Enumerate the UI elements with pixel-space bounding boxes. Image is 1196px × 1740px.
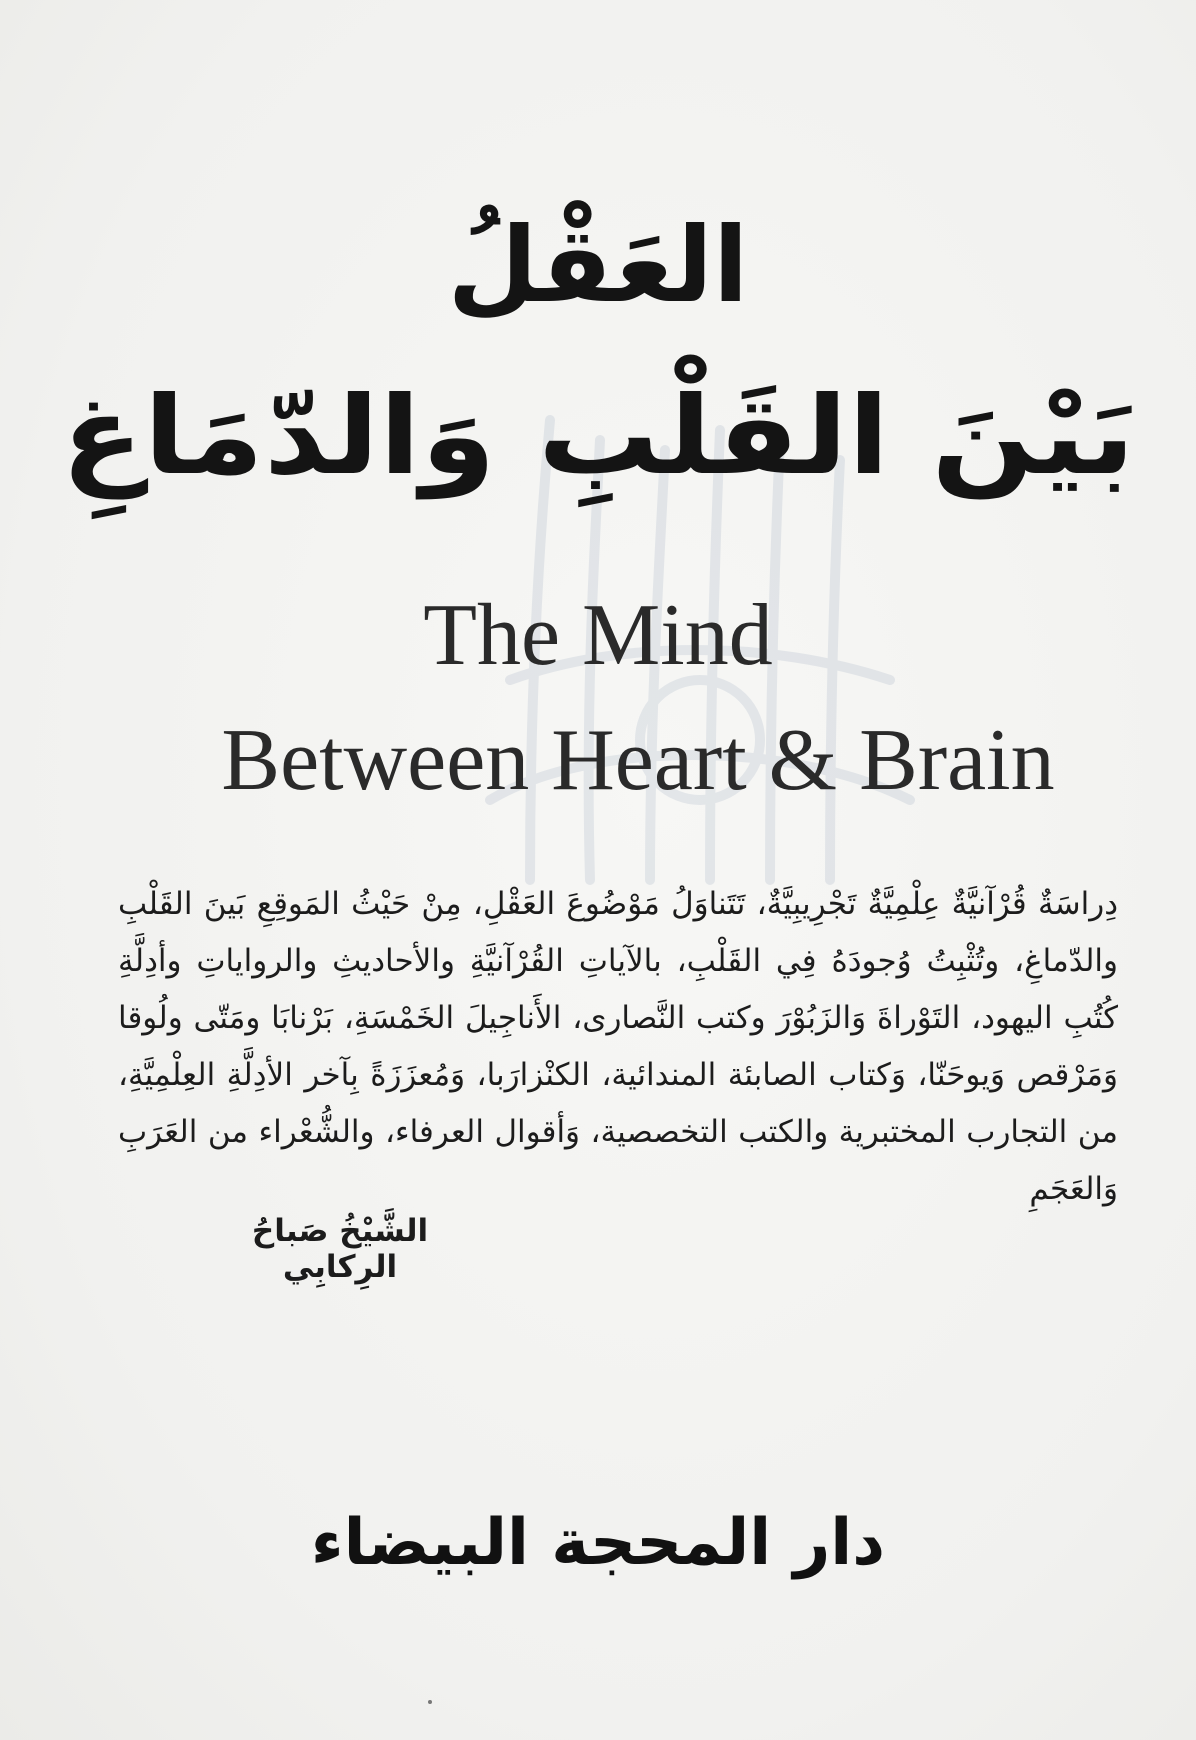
- author-name: الشَّيْخُ صَباحُ الرِكابِي: [251, 1213, 429, 1285]
- arabic-title-line-1: العَقْلُ: [447, 204, 749, 326]
- publisher-logo: دار المحجة البيضاء: [310, 1506, 886, 1580]
- english-title-line-1: The Mind: [423, 587, 773, 684]
- arabic-title-line-2: بَيْنَ القَلْبِ وَالدّمَاغِ: [60, 374, 1136, 499]
- paper-speck: [428, 1700, 432, 1704]
- book-description: دِراسَةٌ قُرْآنيَّةٌ عِلْمِيَّةٌ تَجْرِيبِيَّةٌ، تَتَناوَلُ مَوْضُوعَ العَقْلِ، مِنْ حَيْثُ المَوقِعِ بَينَ القَلْبِ والدّماغِ، وتُثْبِتُ وُجودَهُ فِي القَلْبِ، بالآياتِ القُرْآنيَّةِ والأحاديثِ والرواياتِ وأدِلَّةِ كُتُبِ اليهود، التَوْراةَ وَالزَبُوْرَ وكتب النَّصارى، الأَناجِيلَ الخَمْسَةِ، بَرْنابَا ومَتّى ولُوقا وَمَرْقص وَيوحَنّا، وَكتاب الصابئة المندائية، الكنْزارَبا، وَمُعزَزَةً بِآخر الأدِلَّةِ العِلْمِيَّةِ، من التجارب المختبرية والكتب التخصصية، وَأقوال العرفاء، والشُّعْراء من العَرَبِ وَالعَجَمِ: [118, 886, 1118, 1207]
- english-title-line-2: Between Heart & Brain: [221, 712, 1055, 809]
